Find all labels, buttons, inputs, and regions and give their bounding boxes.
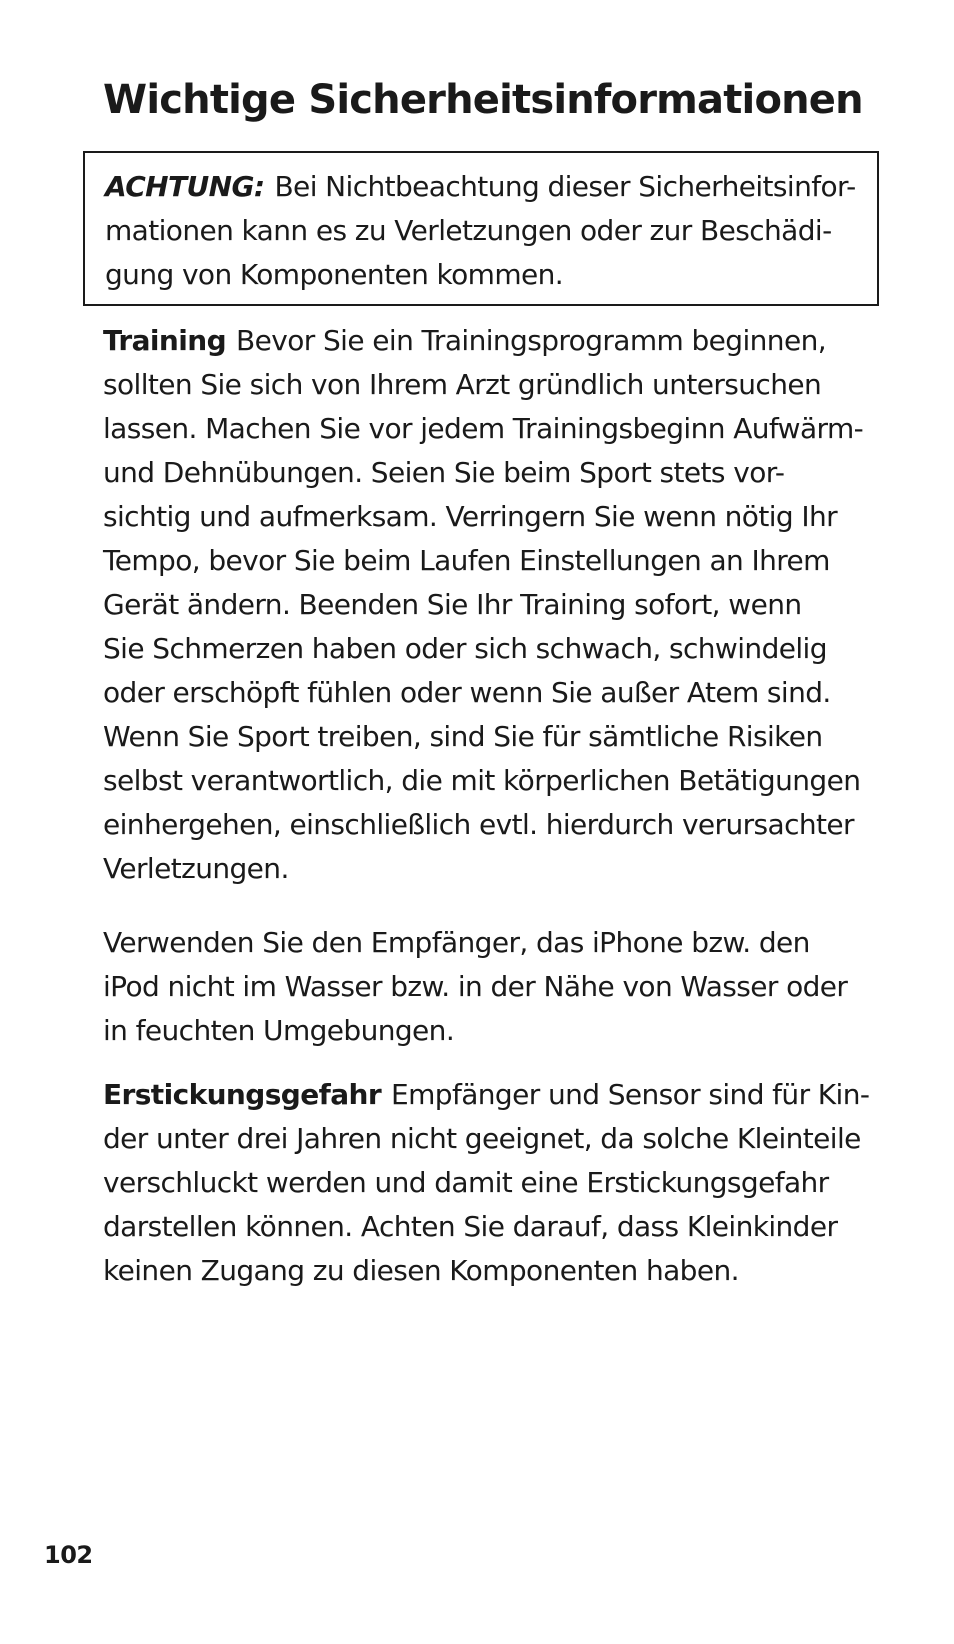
paragraph-text-line: Verletzungen. [103, 852, 289, 885]
paragraph-text-line: darstellen können. Achten Sie darauf, dass Kleinkinder [103, 1210, 838, 1243]
paragraph-line [103, 319, 893, 363]
paragraph-text-line: verschluckt werden und damit eine Erstickungsgefahr [103, 1166, 829, 1199]
warning-text-line: mationen kann es zu Verletzungen oder zur Beschädi- [105, 214, 832, 247]
paragraph-text-line: einhergehen, einschließlich evtl. hierdurch verursachter [103, 808, 854, 841]
paragraph-text-line: Bevor Sie ein Trainingsprogramm beginnen, [236, 324, 827, 357]
paragraph-text-line: Tempo, bevor Sie beim Laufen Einstellungen an Ihrem [103, 544, 830, 577]
paragraph-text-line: Verwenden Sie den Empfänger, das iPhone bzw. den [103, 926, 810, 959]
paragraph-text-line: sollten Sie sich von Ihrem Arzt gründlich untersuchen [103, 368, 822, 401]
page-number: 102 [44, 1541, 93, 1569]
paragraph-line [103, 1073, 893, 1117]
page-title: Wichtige Sicherheitsinformationen [103, 77, 863, 123]
paragraph-text-line: iPod nicht im Wasser bzw. in der Nähe von Wasser oder [103, 970, 848, 1003]
paragraph-text-line: Wenn Sie Sport treiben, sind Sie für sämtliche Risiken [103, 720, 823, 753]
paragraph-text-line: in feuchten Umgebungen. [103, 1014, 455, 1047]
training-paragraph [103, 319, 893, 891]
warning-label: ACHTUNG: [105, 170, 265, 203]
choking-paragraph [103, 1073, 893, 1293]
training-heading: Training [103, 324, 227, 357]
paragraph-text-line: lassen. Machen Sie vor jedem Trainingsbeginn Aufwärm- [103, 412, 864, 445]
paragraph-text-line: Empfänger und Sensor sind für Kin- [391, 1078, 870, 1111]
paragraph-text-line: selbst verantwortlich, die mit körperlichen Betätigungen [103, 764, 861, 797]
water-paragraph [103, 921, 893, 1053]
warning-text-line: Bei Nichtbeachtung dieser Sicherheitsinfor- [274, 170, 856, 203]
warning-box [83, 151, 879, 306]
warning-line [105, 165, 861, 209]
paragraph-text-line: keinen Zugang zu diesen Komponenten haben. [103, 1254, 739, 1287]
paragraph-text-line: der unter drei Jahren nicht geeignet, da solche Kleinteile [103, 1122, 861, 1155]
paragraph-text-line: oder erschöpft fühlen oder wenn Sie außer Atem sind. [103, 676, 831, 709]
warning-text-line: gung von Komponenten kommen. [105, 258, 564, 291]
paragraph-text-line: Sie Schmerzen haben oder sich schwach, schwindelig [103, 632, 827, 665]
paragraph-text-line: sichtig und aufmerksam. Verringern Sie wenn nötig Ihr [103, 500, 838, 533]
choking-heading: Erstickungsgefahr [103, 1078, 382, 1111]
warning-text [105, 165, 861, 297]
paragraph-text-line: Gerät ändern. Beenden Sie Ihr Training sofort, wenn [103, 588, 802, 621]
paragraph-text-line: und Dehnübungen. Seien Sie beim Sport stets vor- [103, 456, 785, 489]
